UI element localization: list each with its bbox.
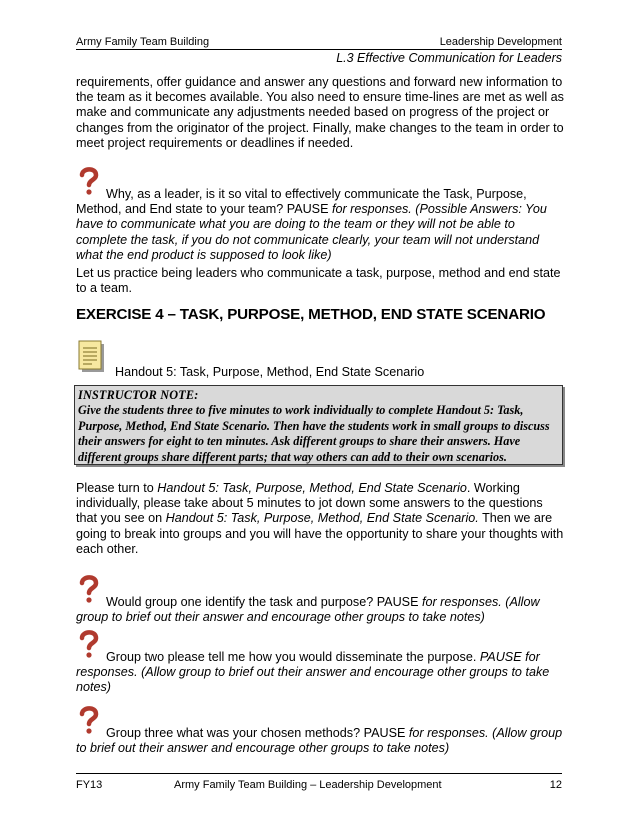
instructor-note-line: Give the students three to five minutes to work individually to complete Handout 5: Task, — [78, 403, 524, 418]
turn-to-text: that you see on — [76, 511, 166, 526]
instructor-note-line: their answers for eight to ten minutes. Ask different groups to share their answers. Have — [78, 434, 521, 449]
handout-label: Handout 5: Task, Purpose, Method, End State Scenario — [115, 365, 425, 379]
question-italic: to brief out their answer and encourage other groups to take notes) — [76, 741, 450, 756]
question-why-italic: for responses. (Possible Answers: You — [331, 202, 547, 217]
question-italic: responses. (Allow group to brief out their answer and encourage other groups to take — [76, 665, 550, 680]
footer-rule — [76, 773, 562, 774]
handout-reference: Handout 5: Task, Purpose, Method, End State Scenario — [157, 481, 467, 495]
turn-to-paragraph — [76, 481, 564, 557]
question-why-answer: have to communicate what you are doing to the team or they will not be able to — [76, 217, 515, 232]
header-right: Leadership Development — [439, 36, 562, 48]
question-mark-icon — [76, 641, 104, 663]
practice-line: to a team. — [76, 281, 133, 296]
question-text: Would group one identify the task and purpose? PAUSE — [106, 595, 422, 609]
question-text: Group three what was your chosen methods? PAUSE — [106, 726, 409, 740]
question-italic: notes) — [76, 680, 112, 695]
question-group-two — [76, 641, 564, 696]
intro-line: changes from the originator of the project. Finally, make changes to the team in order to — [76, 120, 564, 135]
question-italic: PAUSE for — [479, 650, 540, 664]
footer-center: Army Family Team Building – Leadership Development — [174, 779, 442, 791]
question-group-one — [76, 586, 564, 625]
intro-line: meet project requirements or deadlines if needed. — [76, 135, 354, 150]
turn-to-line: each other. — [76, 541, 139, 556]
turn-to-text: . Working — [466, 481, 520, 495]
exercise-heading: EXERCISE 4 – TASK, PURPOSE, METHOD, END STATE SCENARIO — [76, 306, 546, 323]
turn-to-text: Then we are — [478, 511, 553, 526]
instructor-note-box — [74, 385, 563, 465]
page-number: 12 — [549, 779, 562, 791]
turn-to-line: individually, please take about 5 minutes to jot down some answers to the questions — [76, 496, 543, 511]
question-text: Group two please tell me how you would disseminate the purpose. — [106, 650, 480, 664]
question-italic: for responses. (Allow — [421, 595, 540, 609]
intro-paragraph — [76, 75, 564, 151]
header-rule — [76, 49, 562, 50]
instructor-note-title: INSTRUCTOR NOTE: — [78, 388, 199, 402]
footer-left: FY13 — [76, 779, 103, 791]
instructor-note-line: different groups share different parts; that way others can add to their own scenarios. — [78, 449, 507, 464]
question-mark-icon — [76, 178, 104, 200]
practice-line: Let us practice being leaders who communicate a task, purpose, method and end state — [76, 266, 561, 280]
instructor-note-line: Purpose, Method, End State Scenario. Then have the students work in small groups to discuss — [78, 418, 550, 433]
turn-to-line: going to break into groups and you will have the opportunity to share your thoughts with — [76, 526, 564, 541]
handout-reference: Handout 5: Task, Purpose, Method, End State Scenario. — [165, 511, 479, 526]
question-why-answer: what the end product is supposed to look like) — [76, 247, 332, 262]
practice-paragraph — [76, 266, 564, 296]
header-left: Army Family Team Building — [76, 36, 210, 48]
document-icon — [76, 340, 108, 379]
intro-line: the team as it becomes available. You also need to ensure time-lines are met as well as — [76, 90, 564, 105]
question-why-answer: complete the task, if you do not communicate clearly, your team will not understand — [76, 232, 540, 247]
question-mark-icon — [76, 717, 104, 739]
question-why-line: Why, as a leader, is it so vital to effectively communicate the Task, Purpose, — [106, 187, 527, 201]
turn-to-text: Please turn to — [76, 481, 158, 495]
question-why-line: Method, and End state to your team? PAUSE — [76, 202, 332, 217]
question-italic: group to brief out their answer and encourage other groups to take notes) — [76, 610, 485, 625]
question-why — [76, 178, 564, 263]
question-group-three — [76, 717, 564, 756]
question-italic: for responses. (Allow group — [408, 726, 563, 740]
question-mark-icon — [76, 586, 104, 608]
intro-line: requirements, offer guidance and answer any questions and forward new information to — [76, 75, 563, 89]
header-subtitle: L.3 Effective Communication for Leaders — [336, 51, 562, 65]
intro-line: make and communicate any adjustments needed based on progress of the project or — [76, 105, 550, 120]
